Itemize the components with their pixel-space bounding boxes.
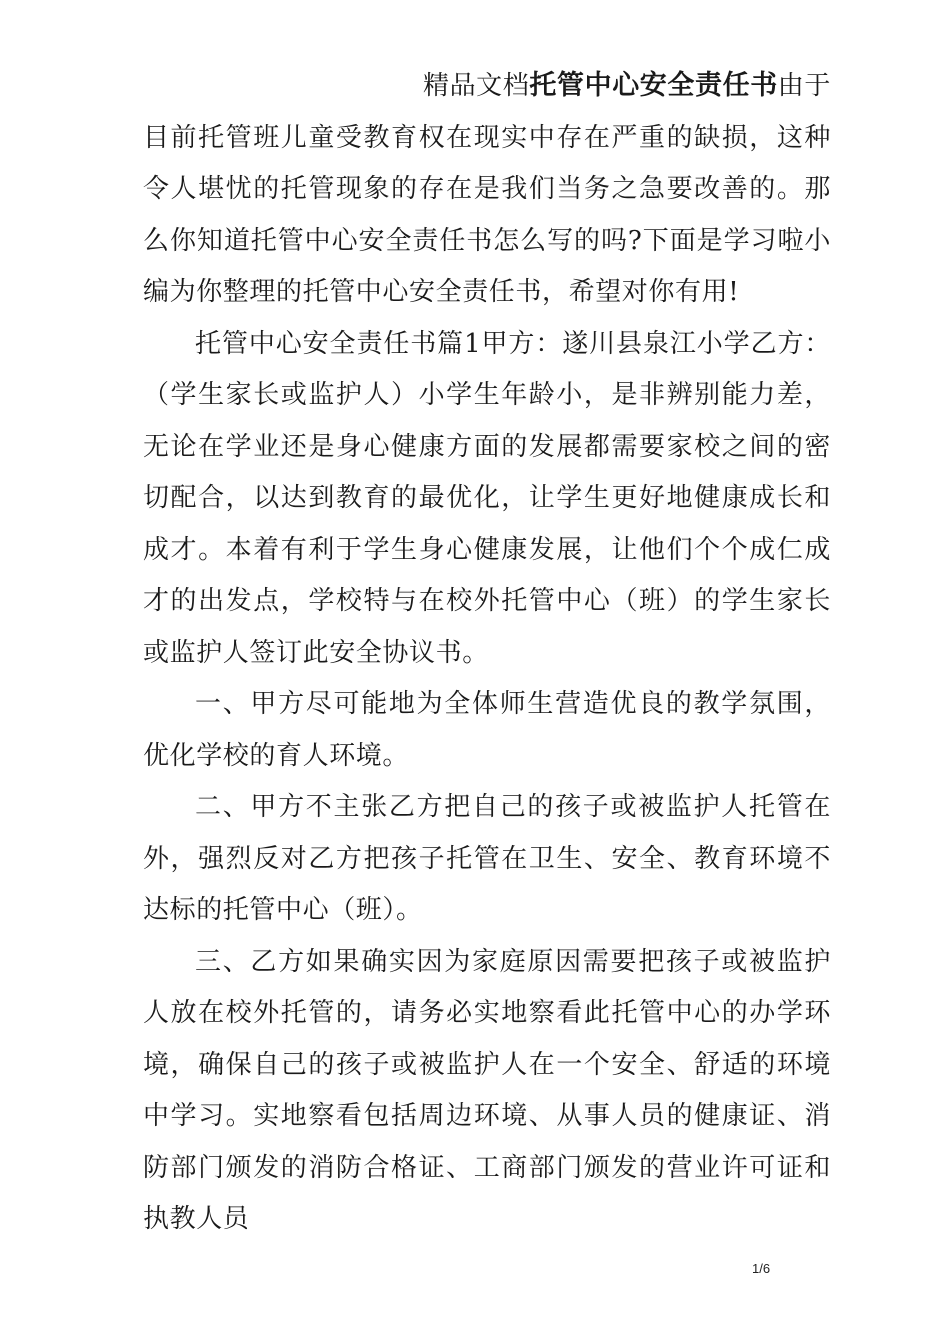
page-number: 1/6 — [752, 1261, 771, 1276]
intro-paragraph: 目前托管班儿童受教育权在现实中存在严重的缺损，这种令人堪忧的托管现象的存在是我们当务之急要改善的。那么你知道托管中心安全责任书怎么写的吗?下面是学习啦小编为你整理的托管中心安全责任书，希望对你有用! — [143, 122, 831, 307]
paragraph-1: 托管中心安全责任书篇1甲方：遂川县泉江小学乙方：（学生家长或监护人）小学生年龄小，是非辨别能力差，无论在学业还是身心健康方面的发展都需要家校之间的密切配合，以达到教育的最优化，让学生更好地健康成长和成才。本着有利于学生身心健康发展，让他们个个成仁成才的出发点，学校特与在校外托管中心（班）的学生家长或监护人签订此安全协议书。 — [143, 328, 831, 668]
paragraph-4: 三、乙方如果确实因为家庭原因需要把孩子或被监护人放在校外托管的，请务必实地察看此托管中心的办学环境，确保自己的孩子或被监护人在一个安全、舒适的环境中学习。实地察看包括周边环境、从事人员的健康证、消防部门颁发的消防合格证、工商部门颁发的营业许可证和执教人员 — [143, 946, 831, 1234]
paragraph-2: 一、甲方尽可能地为全体师生营造优良的教学氛围，优化学校的育人环境。 — [143, 689, 831, 771]
header-prefix: 精品文档 — [422, 71, 530, 101]
document-title: 托管中心安全责任书 — [529, 70, 778, 101]
document-body — [143, 60, 831, 1246]
paragraph-3: 二、甲方不主张乙方把自己的孩子或被监护人托管在外，强烈反对乙方把孩子托管在卫生、安全、教育环境不达标的托管中心（班）。 — [143, 792, 831, 925]
header-line — [143, 60, 831, 113]
header-suffix: 由于 — [777, 71, 831, 101]
